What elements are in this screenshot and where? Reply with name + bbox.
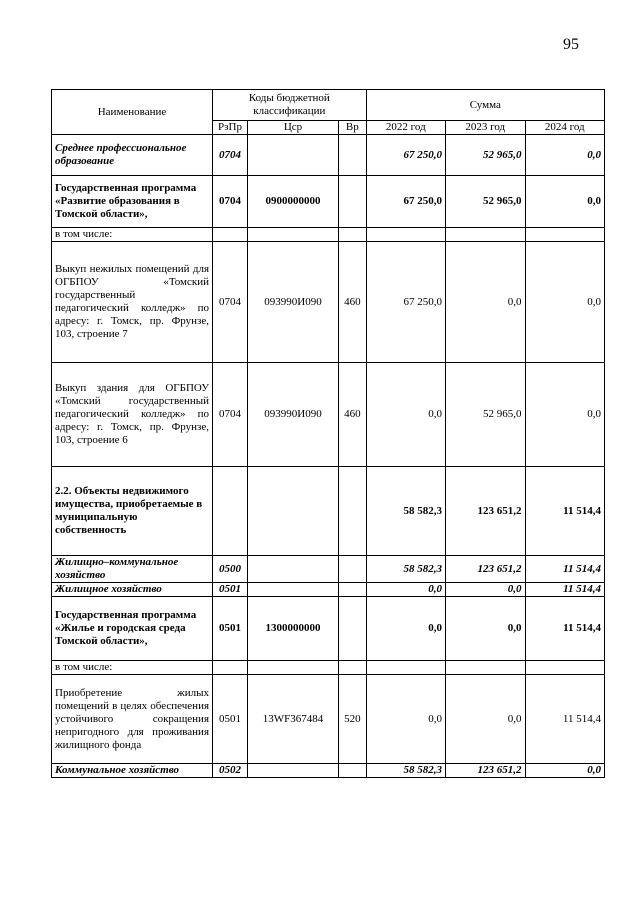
table-row (52, 176, 605, 228)
row-sum-2024: 0,0 (525, 135, 605, 176)
row-sum-2023: 52 965,0 (446, 176, 525, 228)
header-vr: Вр (339, 121, 367, 135)
table-row (52, 467, 605, 556)
row-rzpr (213, 467, 248, 556)
row-csr (247, 467, 338, 556)
header-sum: Сумма (366, 90, 604, 121)
row-vr (339, 661, 367, 675)
row-vr (339, 583, 367, 597)
row-sum-2022: 67 250,0 (366, 135, 445, 176)
header-rzpr: РзПр (213, 121, 248, 135)
row-rzpr: 0502 (213, 764, 248, 778)
row-vr (339, 597, 367, 661)
row-sum-2022 (366, 661, 445, 675)
row-rzpr: 0500 (213, 556, 248, 583)
row-vr (339, 764, 367, 778)
row-name: Государственная программа «Развитие образования в Томской области», (52, 176, 213, 228)
row-name: Жилищное хозяйство (52, 583, 213, 597)
row-sum-2022: 58 582,3 (366, 467, 445, 556)
row-sum-2022: 0,0 (366, 597, 445, 661)
row-sum-2024: 0,0 (525, 363, 605, 467)
row-rzpr (213, 661, 248, 675)
table-row (52, 135, 605, 176)
table-row (52, 242, 605, 363)
table-row (52, 675, 605, 764)
row-csr (247, 228, 338, 242)
row-sum-2024 (525, 661, 605, 675)
row-sum-2023: 52 965,0 (446, 135, 525, 176)
row-csr (247, 135, 338, 176)
row-csr (247, 661, 338, 675)
header-2023: 2023 год (446, 121, 525, 135)
row-csr: 093990И090 (247, 242, 338, 363)
row-sum-2023: 0,0 (446, 597, 525, 661)
row-csr (247, 764, 338, 778)
row-sum-2024 (525, 228, 605, 242)
header-name: Наименование (52, 90, 213, 135)
table-row (52, 228, 605, 242)
row-csr: 13WF367484 (247, 675, 338, 764)
row-csr: 093990И090 (247, 363, 338, 467)
row-vr: 460 (339, 242, 367, 363)
page-number: 95 (563, 36, 579, 53)
row-rzpr: 0704 (213, 135, 248, 176)
row-sum-2022 (366, 228, 445, 242)
row-sum-2022: 58 582,3 (366, 556, 445, 583)
table-row (52, 583, 605, 597)
row-name: Приобретение жилых помещений в целях обеспечения устойчивого сокращения непригодного для проживания жилищного фонда (52, 675, 213, 764)
header-codes: Коды бюджетной классификации (213, 90, 367, 121)
table-row (52, 597, 605, 661)
row-sum-2023: 123 651,2 (446, 764, 525, 778)
row-vr (339, 467, 367, 556)
row-csr: 0900000000 (247, 176, 338, 228)
row-sum-2022: 0,0 (366, 675, 445, 764)
row-sum-2023: 52 965,0 (446, 363, 525, 467)
row-vr: 520 (339, 675, 367, 764)
row-sum-2024: 0,0 (525, 242, 605, 363)
row-sum-2023: 123 651,2 (446, 556, 525, 583)
row-name: Коммунальное хозяйство (52, 764, 213, 778)
row-sum-2022: 0,0 (366, 363, 445, 467)
header-2022: 2022 год (366, 121, 445, 135)
header-csr: Цср (247, 121, 338, 135)
table-row (52, 661, 605, 675)
row-rzpr: 0704 (213, 176, 248, 228)
row-rzpr: 0501 (213, 583, 248, 597)
row-sum-2024: 11 514,4 (525, 675, 605, 764)
row-sum-2022: 67 250,0 (366, 242, 445, 363)
row-sum-2024: 0,0 (525, 764, 605, 778)
header-2024: 2024 год (525, 121, 605, 135)
table-row (52, 363, 605, 467)
row-vr (339, 135, 367, 176)
table-body (52, 135, 605, 778)
row-csr: 1300000000 (247, 597, 338, 661)
row-rzpr: 0704 (213, 363, 248, 467)
row-rzpr (213, 228, 248, 242)
row-sum-2023: 0,0 (446, 242, 525, 363)
row-sum-2023: 0,0 (446, 583, 525, 597)
row-name: Жилищно–коммунальное хозяйство (52, 556, 213, 583)
row-sum-2023: 0,0 (446, 675, 525, 764)
table-row (52, 556, 605, 583)
row-sum-2024: 11 514,4 (525, 597, 605, 661)
row-rzpr: 0501 (213, 597, 248, 661)
row-vr: 460 (339, 363, 367, 467)
row-vr (339, 556, 367, 583)
row-sum-2024: 0,0 (525, 176, 605, 228)
row-name: Выкуп здания для ОГБПОУ «Томский государственный педагогический колледж» по адресу: г. Томск, пр. Фрунзе, 103, строение 6 (52, 363, 213, 467)
budget-table (51, 89, 605, 778)
row-name: Среднее профессиональное образование (52, 135, 213, 176)
row-name: 2.2. Объекты недвижимого имущества, приобретаемые в муниципальную собственность (52, 467, 213, 556)
row-name: Государственная программа «Жилье и городская среда Томской области», (52, 597, 213, 661)
row-csr (247, 583, 338, 597)
row-sum-2023: 123 651,2 (446, 467, 525, 556)
row-sum-2024: 11 514,4 (525, 556, 605, 583)
row-name: Выкуп нежилых помещений для ОГБПОУ «Томский государственный педагогический колледж» по адресу: г. Томск, пр. Фрунзе, 103, строение 7 (52, 242, 213, 363)
row-sum-2022: 67 250,0 (366, 176, 445, 228)
row-rzpr: 0704 (213, 242, 248, 363)
row-sum-2024: 11 514,4 (525, 467, 605, 556)
row-sum-2022: 58 582,3 (366, 764, 445, 778)
row-sum-2024: 11 514,4 (525, 583, 605, 597)
row-sum-2023 (446, 228, 525, 242)
row-vr (339, 228, 367, 242)
table-row (52, 764, 605, 778)
row-name: в том числе: (52, 228, 213, 242)
row-csr (247, 556, 338, 583)
row-rzpr: 0501 (213, 675, 248, 764)
row-sum-2023 (446, 661, 525, 675)
row-vr (339, 176, 367, 228)
row-sum-2022: 0,0 (366, 583, 445, 597)
row-name: в том числе: (52, 661, 213, 675)
